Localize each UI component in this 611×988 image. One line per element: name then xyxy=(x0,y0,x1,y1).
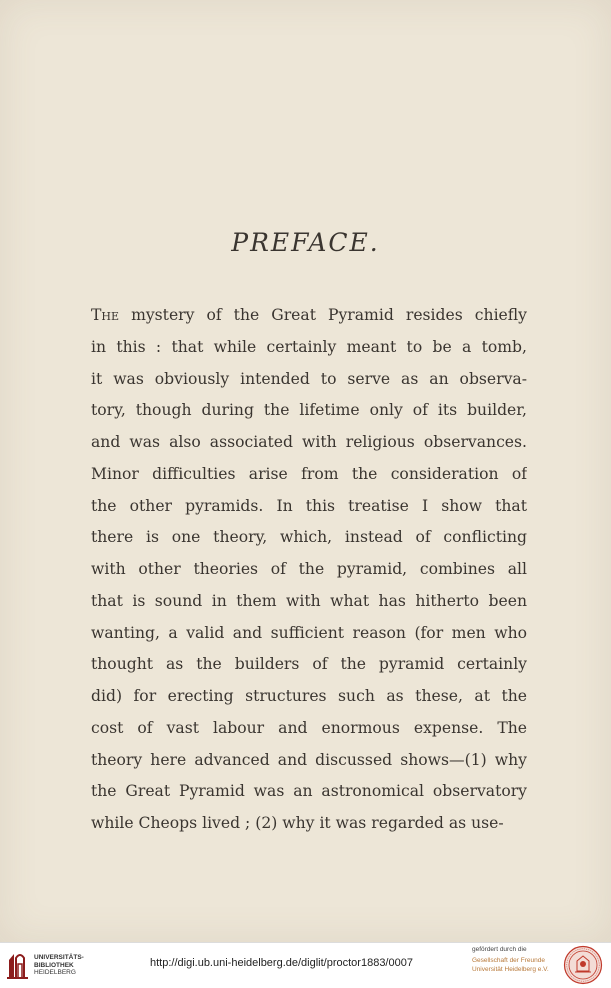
library-name-line: HEIDELBERG xyxy=(34,969,76,976)
first-word: The xyxy=(91,306,120,324)
text-line xyxy=(91,300,527,332)
text-line: while Cheops lived ; (2) why it was regarded as use- xyxy=(91,814,504,832)
university-seal-icon xyxy=(563,945,603,985)
text-line: Minor difficulties arise from the consideration of xyxy=(91,464,527,483)
library-name-line: BIBLIOTHEK xyxy=(34,961,74,969)
text-line: the other pyramids. In this treatise I show that xyxy=(91,496,527,515)
sponsor-label: gefördert durch die xyxy=(472,946,527,953)
preface-text xyxy=(91,300,527,840)
sponsor-name xyxy=(472,957,549,974)
text-line: and was also associated with religious observances. xyxy=(91,433,527,451)
text-line: did) for erecting structures such as these, at the xyxy=(91,687,527,705)
text-line: it was obviously intended to serve as an observa- xyxy=(91,369,527,388)
library-name-line: UNIVERSITÄTS- xyxy=(34,954,84,961)
text-line: cost of vast labour and enormous expense. The xyxy=(91,718,527,737)
library-name xyxy=(34,954,84,977)
text-line: theory here advanced and discussed shows—(1) why xyxy=(91,750,527,769)
text-line: the Great Pyramid was an astronomical observatory xyxy=(91,782,527,801)
text-line: with other theories of the pyramid, combines all xyxy=(91,560,527,578)
text-line: tory, though during the lifetime only of its builder, xyxy=(91,401,527,420)
text-line: that is sound in them with what has hitherto been xyxy=(91,591,527,610)
text-line: there is one theory, which, instead of conflicting xyxy=(91,528,527,547)
text-line: in this : that while certainly meant to be a tomb, xyxy=(91,337,527,356)
text-line: thought as the builders of the pyramid certainly xyxy=(91,655,527,674)
text-line: wanting, a valid and sufficient reason (for men who xyxy=(91,623,527,642)
page-title: PREFACE. xyxy=(231,228,380,257)
sponsor-line: Universität Heidelberg e.V. xyxy=(472,965,549,973)
university-library-icon xyxy=(6,950,30,980)
line-text: mystery of the Great Pyramid resides chiefly xyxy=(119,306,527,324)
sponsor-line: Gesellschaft der Freunde xyxy=(472,957,545,964)
document-url-link[interactable]: http://digi.ub.uni-heidelberg.de/diglit/proctor1883/0007 xyxy=(150,957,413,969)
